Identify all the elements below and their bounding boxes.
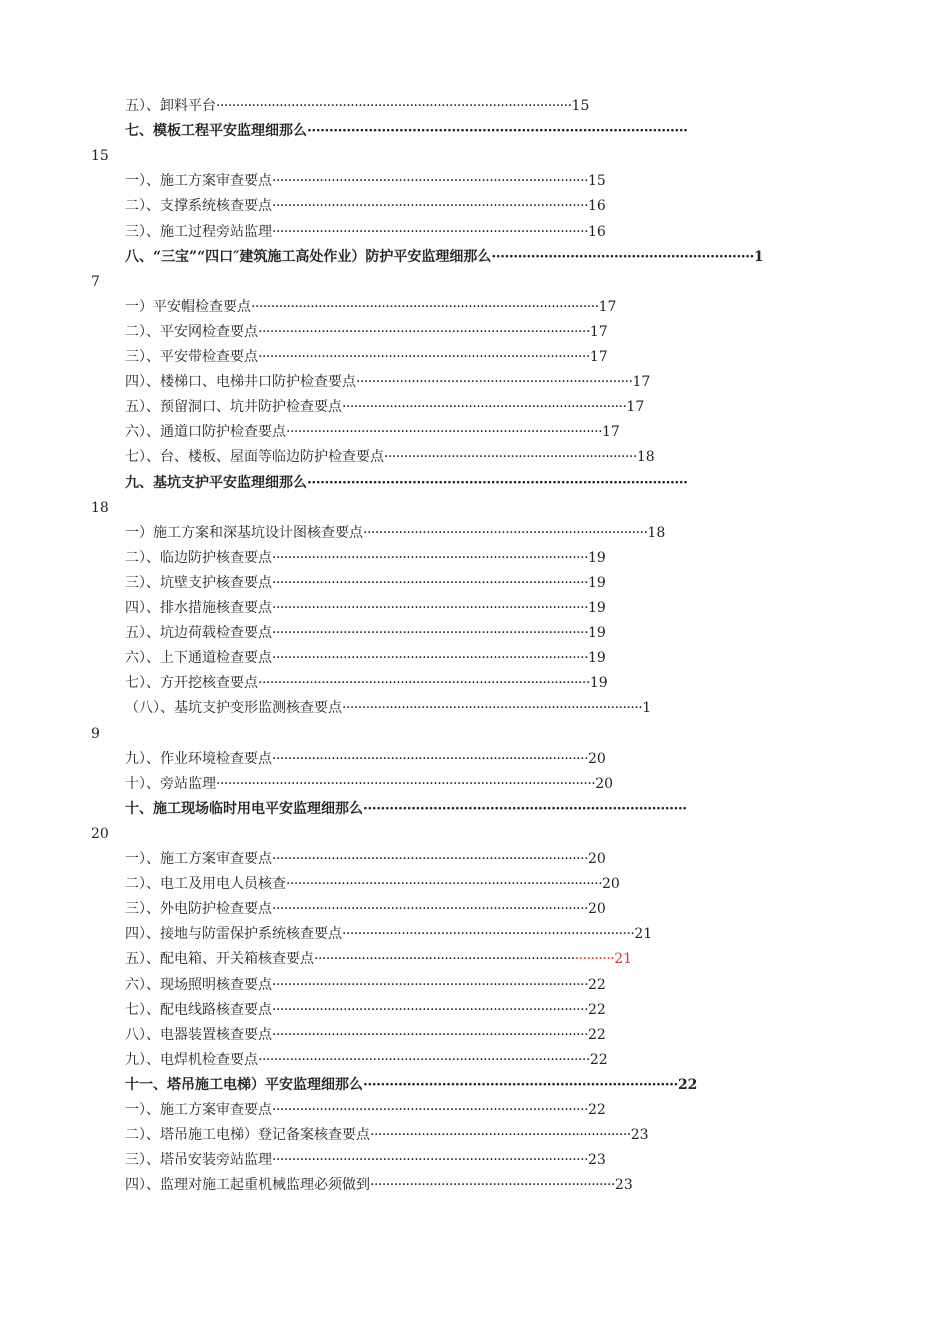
toc-entry-title: 一）平安帽检查要点 [125,298,251,315]
toc-entry[interactable] [125,119,865,144]
toc-page-number: 17 [589,323,608,340]
toc-page-number: 20 [595,775,614,792]
toc-entry-title: 三）、平安带检查要点 [125,349,258,365]
toc-page-number-wrapped: 7 [91,273,100,290]
toc-page-number: 20 [588,750,606,767]
toc-entry-title: 二）、平安网检查要点 [125,323,258,340]
toc-entry-title: 二）、电工及用电人员核查 [125,876,286,893]
toc-leader-dots: ······································································ [356,374,633,391]
toc-page-number: 19 [588,625,606,642]
toc-page-number: 16 [588,223,606,240]
toc-leader-dots: ················································································ [272,1152,589,1169]
toc-page-number: 19 [588,574,606,591]
toc-entry[interactable] [125,220,845,245]
toc-entry[interactable] [125,571,845,596]
toc-entry-title: 二）、支撑系统核查要点 [125,198,272,215]
toc-page-number: 20 [588,851,606,867]
toc-leader-dots: ················································································ [272,976,589,993]
toc-leader-dots: ···················································································· [258,1051,590,1068]
toc-leader-dots: ················································································ [272,1001,589,1018]
toc-entry[interactable] [125,169,845,194]
toc-entry-title: 九、基坑支护平安监理细那么 [125,474,307,491]
toc-entry[interactable] [125,596,845,621]
toc-entry[interactable] [125,897,845,922]
toc-entry[interactable] [125,1048,845,1073]
toc-entry[interactable] [125,94,845,119]
toc-page-number: 22 [588,1102,606,1118]
toc-page-number: 19 [588,549,606,566]
toc-page-number: 17 [626,399,645,416]
toc-leader-dots: ················································································ [272,223,589,240]
toc-entry[interactable] [125,797,865,822]
toc-entry[interactable] [125,1123,825,1148]
toc-leader-dots: ················································································ [272,549,589,566]
toc-entry-title: 十一、塔吊施工电梯）平安监理细那么 [125,1076,363,1093]
toc-page-number: 22 [588,1026,606,1043]
toc-entry-title: 六）、通道口防护检查要点 [125,424,286,441]
toc-entry[interactable] [125,194,845,219]
toc-page-number: 17 [632,374,651,391]
toc-page-number: 21 [634,926,653,943]
toc-leader-dots: ······························································ [370,1177,615,1194]
toc-page-number: 17 [602,424,620,441]
toc-entry-title: 四）、监理对施工起重机械监理必须做到 [125,1177,370,1194]
toc-page-number-wrapped: 9 [91,725,100,742]
toc-entry-title: 五）、卸料平台 [125,98,216,114]
toc-leader-dots: ················································································ [272,600,589,616]
toc-entry[interactable] [125,345,845,370]
toc-entry-title: 五）、配电箱、开关箱核查要点 [125,951,314,968]
toc-entry[interactable] [125,521,845,546]
toc-entry[interactable] [125,998,845,1023]
toc-entry-title: 七）、配电线路核查要点 [125,1001,272,1018]
toc-entry[interactable] [125,696,865,721]
toc-page-number: 20 [602,876,620,893]
toc-page-number: 1 [642,700,652,717]
toc-entry[interactable] [125,295,845,320]
toc-leader-dots: ················································································ [272,851,589,867]
toc-entry[interactable] [125,671,845,696]
toc-leader-dots: ·································································· [314,951,575,968]
toc-entry[interactable] [125,1023,845,1048]
toc-page-number: 22 [588,976,606,993]
toc-leader-dots: ···················································································· [258,675,590,692]
toc-entry-title: 一）、施工方案审查要点 [125,851,272,867]
toc-entry[interactable] [125,847,845,872]
toc-entry-title: 三）、坑壁支护核查要点 [125,574,272,591]
toc-leader-dots: ················································································ [272,901,589,918]
toc-leader-dots: ·································································· [370,1127,631,1144]
toc-entry[interactable] [125,1173,815,1198]
toc-entry[interactable] [125,621,845,646]
toc-entry-title: 四）、楼梯口、电梯井口防护检查要点 [125,374,356,391]
toc-leader-dots: ···························································· [491,248,754,265]
toc-entry[interactable] [125,370,845,395]
toc-leader-dots: ················································································ [272,1026,589,1043]
toc-page-number-wrapped: 18 [91,499,109,516]
toc-entry[interactable] [125,922,845,947]
toc-entry-title: 一）、施工方案审查要点 [125,173,272,190]
toc-leader-dots: ······················································································· [307,123,688,140]
toc-page-number: 20 [588,901,606,918]
toc-entry-title: 一）、施工方案审查要点 [125,1102,272,1118]
toc-entry-title: 二）、塔吊施工电梯）登记备案核查要点 [125,1127,370,1144]
toc-entry-title: 九）、电焊机检查要点 [125,1051,258,1068]
toc-leader-dots: ········································································ [363,1076,678,1093]
toc-leader-dots: ················································································ [272,173,589,190]
toc-entry[interactable] [125,395,845,420]
toc-entry-title: （八）、基坑支护变形监测核查要点 [125,700,342,717]
toc-leader-dots: ················································································ [272,574,589,591]
toc-leader-dots-highlight: ·········· [574,951,615,968]
toc-leader-dots: ················································································ [272,750,589,767]
toc-page-number: 17 [589,349,608,365]
toc-page-number: 18 [647,524,666,541]
toc-entry-title: 四）、接地与防雷保护系统核查要点 [125,926,342,943]
toc-entry[interactable] [125,445,825,470]
toc-leader-dots: ········································································ [342,399,627,416]
toc-page-number: 19 [588,650,606,667]
toc-entry[interactable] [125,1073,865,1098]
toc-leader-dots: ················································································ [272,625,589,642]
toc-entry-title: 五）、坑边荷载检查要点 [125,625,272,642]
toc-entry-title: 五）、预留洞口、坑井防护检查要点 [125,399,342,416]
toc-entry[interactable] [125,1148,845,1173]
toc-entry-title: 七）、台、楼板、屋面等临边防护检查要点 [125,449,384,466]
toc-entry[interactable] [125,872,845,897]
toc-entry-title: 一）施工方案和深基坑设计图核查要点 [125,524,363,541]
toc-entry-title: 八）、电器装置核查要点 [125,1026,272,1043]
toc-entry[interactable] [125,420,845,445]
toc-leader-dots: ···················································································· [258,349,590,365]
toc-entry-title: 六）、现场照明核查要点 [125,976,272,993]
toc-entry-title: 三）、外电防护检查要点 [125,901,272,918]
toc-entry[interactable] [125,747,845,772]
toc-leader-dots: ················································································ [272,1102,589,1118]
toc-leader-dots: ················································································ [286,876,603,893]
toc-page-number: 15 [571,98,590,114]
toc-entry[interactable] [125,320,845,345]
toc-leader-dots: ········································································ [363,524,648,541]
toc-page-number: 1 [753,248,764,265]
toc-entry[interactable] [125,947,845,972]
toc-page-number: 15 [588,173,606,190]
toc-page-number-wrapped: 20 [91,825,109,842]
toc-leader-dots: ······················································································· [307,474,688,491]
toc-entry[interactable] [125,772,845,797]
toc-leader-dots: ································································ [384,449,637,466]
toc-page-number: 17 [598,298,617,315]
toc-entry[interactable] [125,546,845,571]
toc-page-number: 21 [614,951,633,968]
toc-entry[interactable] [125,973,845,998]
toc-leader-dots: ················································································ [286,424,603,441]
toc-entry-title: 十）、旁站监理 [125,775,216,792]
toc-page-number-wrapped: 15 [91,148,109,165]
toc-leader-dots: ················································································ [272,650,589,667]
toc-entry-title: 二）、临边防护核查要点 [125,549,272,566]
toc-page-number: 22 [589,1051,608,1068]
toc-page-number: 23 [630,1127,649,1144]
toc-entry-title: 四）、排水措施核查要点 [125,600,272,616]
toc-leader-dots: ·························································································· [216,98,572,114]
toc-page-number: 19 [588,600,606,616]
toc-page-number: 22 [677,1076,698,1093]
toc-leader-dots: ············································································ [342,700,643,717]
toc-leader-dots: ·········································································· [363,800,687,817]
toc-leader-dots: ·········································································· [342,926,635,943]
toc-entry-title: 九）、作业环境检查要点 [125,750,272,767]
toc-entry-title: 三）、塔吊安装旁站监理 [125,1152,272,1169]
toc-entry-title: 六）、上下通道检查要点 [125,650,272,667]
toc-entry-title: 八、“三宝”“四口″建筑施工高处作业）防护平安监理细那么 [125,248,492,265]
toc-entry[interactable] [125,1098,845,1123]
toc-page-number: 18 [636,449,655,466]
toc-page-number: 19 [589,675,608,692]
toc-leader-dots: ························································································ [251,298,599,315]
toc-entry-title: 三）、施工过程旁站监理 [125,223,272,240]
toc-page-number: 23 [614,1177,633,1194]
toc-leader-dots: ···················································································· [258,323,590,340]
toc-entry[interactable] [125,471,865,496]
toc-page-number: 16 [588,198,606,215]
toc-entry[interactable] [125,646,845,671]
toc-leader-dots: ································································································ [216,775,596,792]
toc-page-number: 23 [588,1152,606,1169]
toc-entry-title: 七）、方开挖核查要点 [125,675,258,692]
toc-leader-dots: ················································································ [272,198,589,215]
toc-entry-title: 七、模板工程平安监理细那么 [125,123,307,140]
toc-entry-title: 十、施工现场临时用电平安监理细那么 [125,800,363,817]
toc-entry[interactable] [125,245,865,270]
toc-page-number: 22 [588,1001,606,1018]
